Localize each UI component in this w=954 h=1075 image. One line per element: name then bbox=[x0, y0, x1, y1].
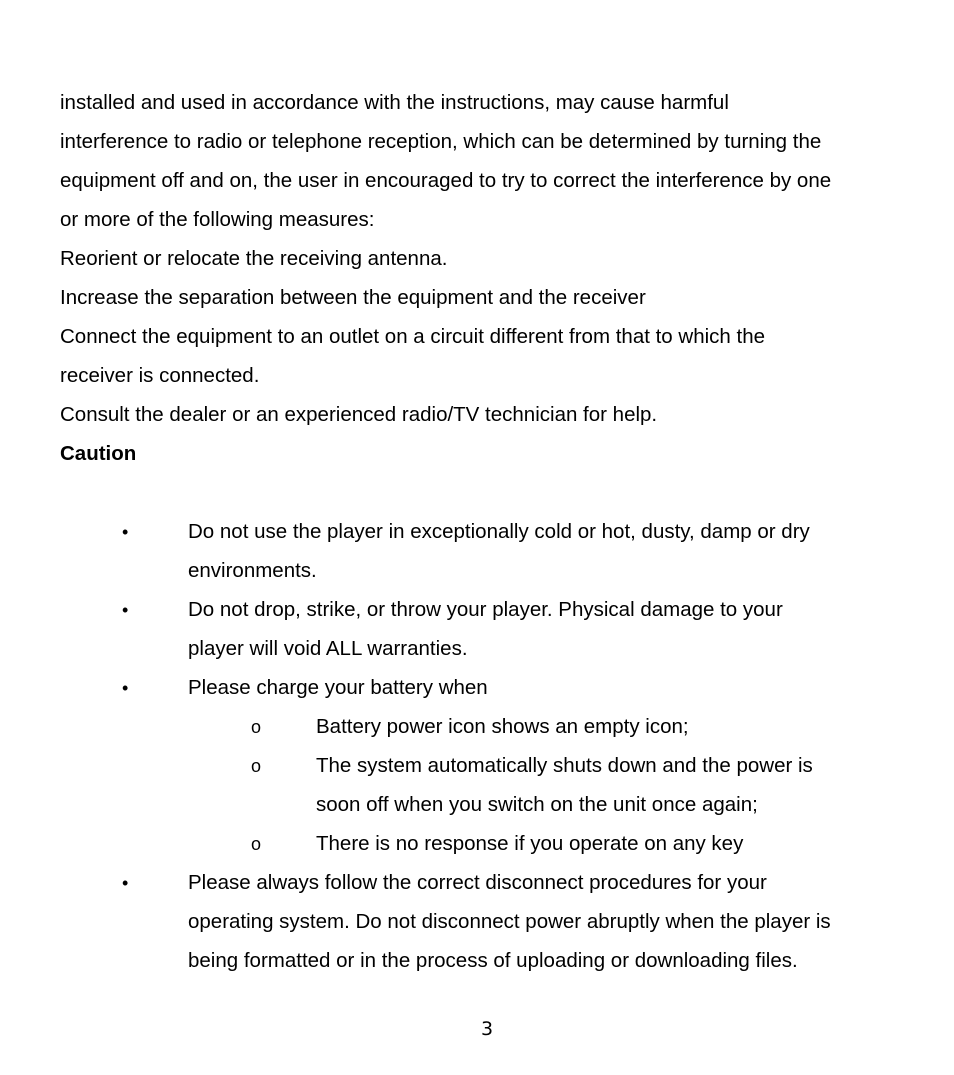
intro-line-4: or more of the following measures: bbox=[60, 208, 375, 231]
bullet-1-line-1: Do not use the player in exceptionally cold or hot, dusty, damp or dry bbox=[188, 520, 810, 543]
subitem-2-line-1: The system automatically shuts down and the power is bbox=[316, 754, 813, 777]
subitem-1-line-1: Battery power icon shows an empty icon; bbox=[316, 715, 689, 738]
caution-heading: Caution bbox=[60, 442, 137, 465]
subbullet-circle-icon: o bbox=[251, 756, 262, 776]
intro-line-2: interference to radio or telephone reception, which can be determined by turning the bbox=[60, 130, 822, 153]
measure-increase-separation: Increase the separation between the equipment and the receiver bbox=[60, 286, 646, 309]
intro-line-1: installed and used in accordance with the instructions, may cause harmful bbox=[60, 91, 729, 114]
bullet-4-line-1: Please always follow the correct disconnect procedures for your bbox=[188, 871, 767, 894]
bullet-dot-icon: • bbox=[122, 873, 129, 893]
measure-connect-outlet-cont: receiver is connected. bbox=[60, 364, 260, 387]
bullet-3-line-1: Please charge your battery when bbox=[188, 676, 488, 699]
bullet-2-line-1: Do not drop, strike, or throw your player. Physical damage to your bbox=[188, 598, 783, 621]
bullet-dot-icon: • bbox=[122, 600, 129, 620]
bullet-dot-icon: • bbox=[122, 522, 129, 542]
intro-line-3: equipment off and on, the user in encouraged to try to correct the interference by one bbox=[60, 169, 832, 192]
bullet-2-line-2: player will void ALL warranties. bbox=[188, 637, 468, 660]
bullet-4-line-3: being formatted or in the process of uploading or downloading files. bbox=[188, 949, 798, 972]
subitem-2-line-2: soon off when you switch on the unit once again; bbox=[316, 793, 758, 816]
measure-reorient: Reorient or relocate the receiving antenna. bbox=[60, 247, 448, 270]
subbullet-circle-icon: o bbox=[251, 717, 262, 737]
bullet-1-line-2: environments. bbox=[188, 559, 317, 582]
measure-connect-outlet: Connect the equipment to an outlet on a circuit different from that to which the bbox=[60, 325, 766, 348]
subbullet-circle-icon: o bbox=[251, 834, 262, 854]
bullet-4-line-2: operating system. Do not disconnect power abruptly when the player is bbox=[188, 910, 831, 933]
page-number: 3 bbox=[480, 1018, 494, 1040]
subitem-3-line-1: There is no response if you operate on any key bbox=[316, 832, 744, 855]
measure-consult-dealer: Consult the dealer or an experienced radio/TV technician for help. bbox=[60, 403, 658, 426]
bullet-dot-icon: • bbox=[122, 678, 129, 698]
